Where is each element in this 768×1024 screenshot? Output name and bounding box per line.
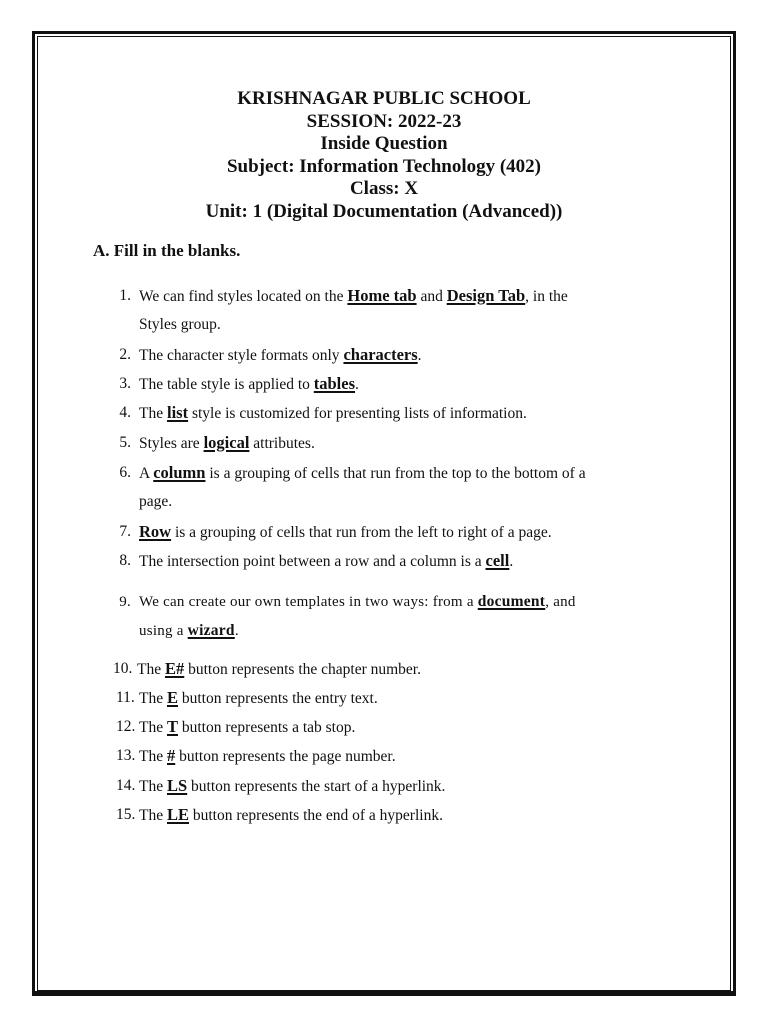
answer-blank: cell bbox=[485, 551, 510, 570]
question-1-continuation: Styles group. bbox=[139, 316, 221, 333]
subject: Subject: Information Technology (402) bbox=[226, 155, 542, 177]
question-number: 13. bbox=[116, 747, 136, 764]
question-text: The LE button represents the end of a hyperlink. bbox=[139, 805, 443, 824]
answer-blank: Row bbox=[139, 522, 172, 541]
answer-blank: E bbox=[166, 688, 178, 707]
answer-blank: # bbox=[166, 746, 176, 765]
class: Class: X bbox=[349, 178, 419, 200]
question-text: The intersection point between a row and a column is a cell. bbox=[139, 551, 514, 570]
question-text: The T button represents a tab stop. bbox=[139, 717, 356, 736]
answer-blank: tables bbox=[313, 374, 356, 393]
question-number: 9. bbox=[119, 594, 131, 610]
answer-blank: E# bbox=[164, 659, 185, 678]
question-number: 15. bbox=[116, 806, 136, 823]
question-text: We can find styles located on the Home tab and Design Tab, in the bbox=[139, 286, 568, 305]
question-text: The list style is customized for presenting lists of information. bbox=[139, 403, 527, 422]
question-number: 3. bbox=[119, 375, 131, 392]
question-number: 2. bbox=[119, 346, 131, 363]
question-number: 11. bbox=[116, 689, 135, 706]
answer-blank: Home tab bbox=[347, 286, 417, 305]
answer-blank: T bbox=[166, 717, 178, 736]
answer-blank: column bbox=[153, 463, 206, 482]
answer-blank: LE bbox=[166, 805, 189, 824]
question-text: We can create our own templates in two ways: from a document, and bbox=[139, 593, 576, 610]
answer-blank: wizard bbox=[187, 622, 235, 639]
question-text: A column is a grouping of cells that run from the top to the bottom of a bbox=[139, 463, 586, 482]
question-text: Styles are logical attributes. bbox=[139, 433, 315, 452]
question-number: 14. bbox=[116, 777, 136, 794]
question-number: 1. bbox=[119, 287, 131, 304]
answer-blank: Design Tab bbox=[446, 286, 526, 305]
answer-blank: document bbox=[477, 593, 546, 610]
answer-blank: LS bbox=[166, 776, 188, 795]
question-number: 5. bbox=[119, 434, 131, 451]
school-name: KRISHNAGAR PUBLIC SCHOOL bbox=[237, 88, 531, 109]
document-type: Inside Question bbox=[320, 133, 448, 155]
question-number: 8. bbox=[119, 552, 131, 569]
question-number: 12. bbox=[116, 718, 136, 735]
section-title: A. Fill in the blanks. bbox=[93, 241, 241, 260]
question-number: 4. bbox=[119, 404, 131, 421]
question-text: The character style formats only characters. bbox=[139, 345, 422, 364]
answer-blank: list bbox=[166, 403, 189, 422]
question-text: The # button represents the page number. bbox=[139, 746, 396, 765]
question-6-continuation: page. bbox=[139, 493, 173, 510]
question-number: 6. bbox=[119, 464, 131, 481]
question-text: The table style is applied to tables. bbox=[139, 374, 359, 393]
answer-blank: logical bbox=[203, 433, 250, 452]
question-9-continuation: using a wizard. bbox=[139, 622, 239, 639]
document-header bbox=[37, 88, 731, 224]
question-text: The E# button represents the chapter number. bbox=[137, 659, 421, 678]
unit: Unit: 1 (Digital Documentation (Advanced)) bbox=[205, 200, 563, 222]
session: SESSION: 2022-23 bbox=[306, 110, 462, 132]
question-text: The E button represents the entry text. bbox=[139, 688, 378, 707]
question-number: 7. bbox=[119, 523, 131, 540]
question-number: 10. bbox=[113, 660, 133, 677]
question-text: The LS button represents the start of a hyperlink. bbox=[139, 776, 446, 795]
answer-blank: characters bbox=[343, 345, 418, 364]
question-text: Row is a grouping of cells that run from the left to right of a page. bbox=[139, 522, 552, 541]
page-border-bottom-double bbox=[32, 991, 736, 993]
